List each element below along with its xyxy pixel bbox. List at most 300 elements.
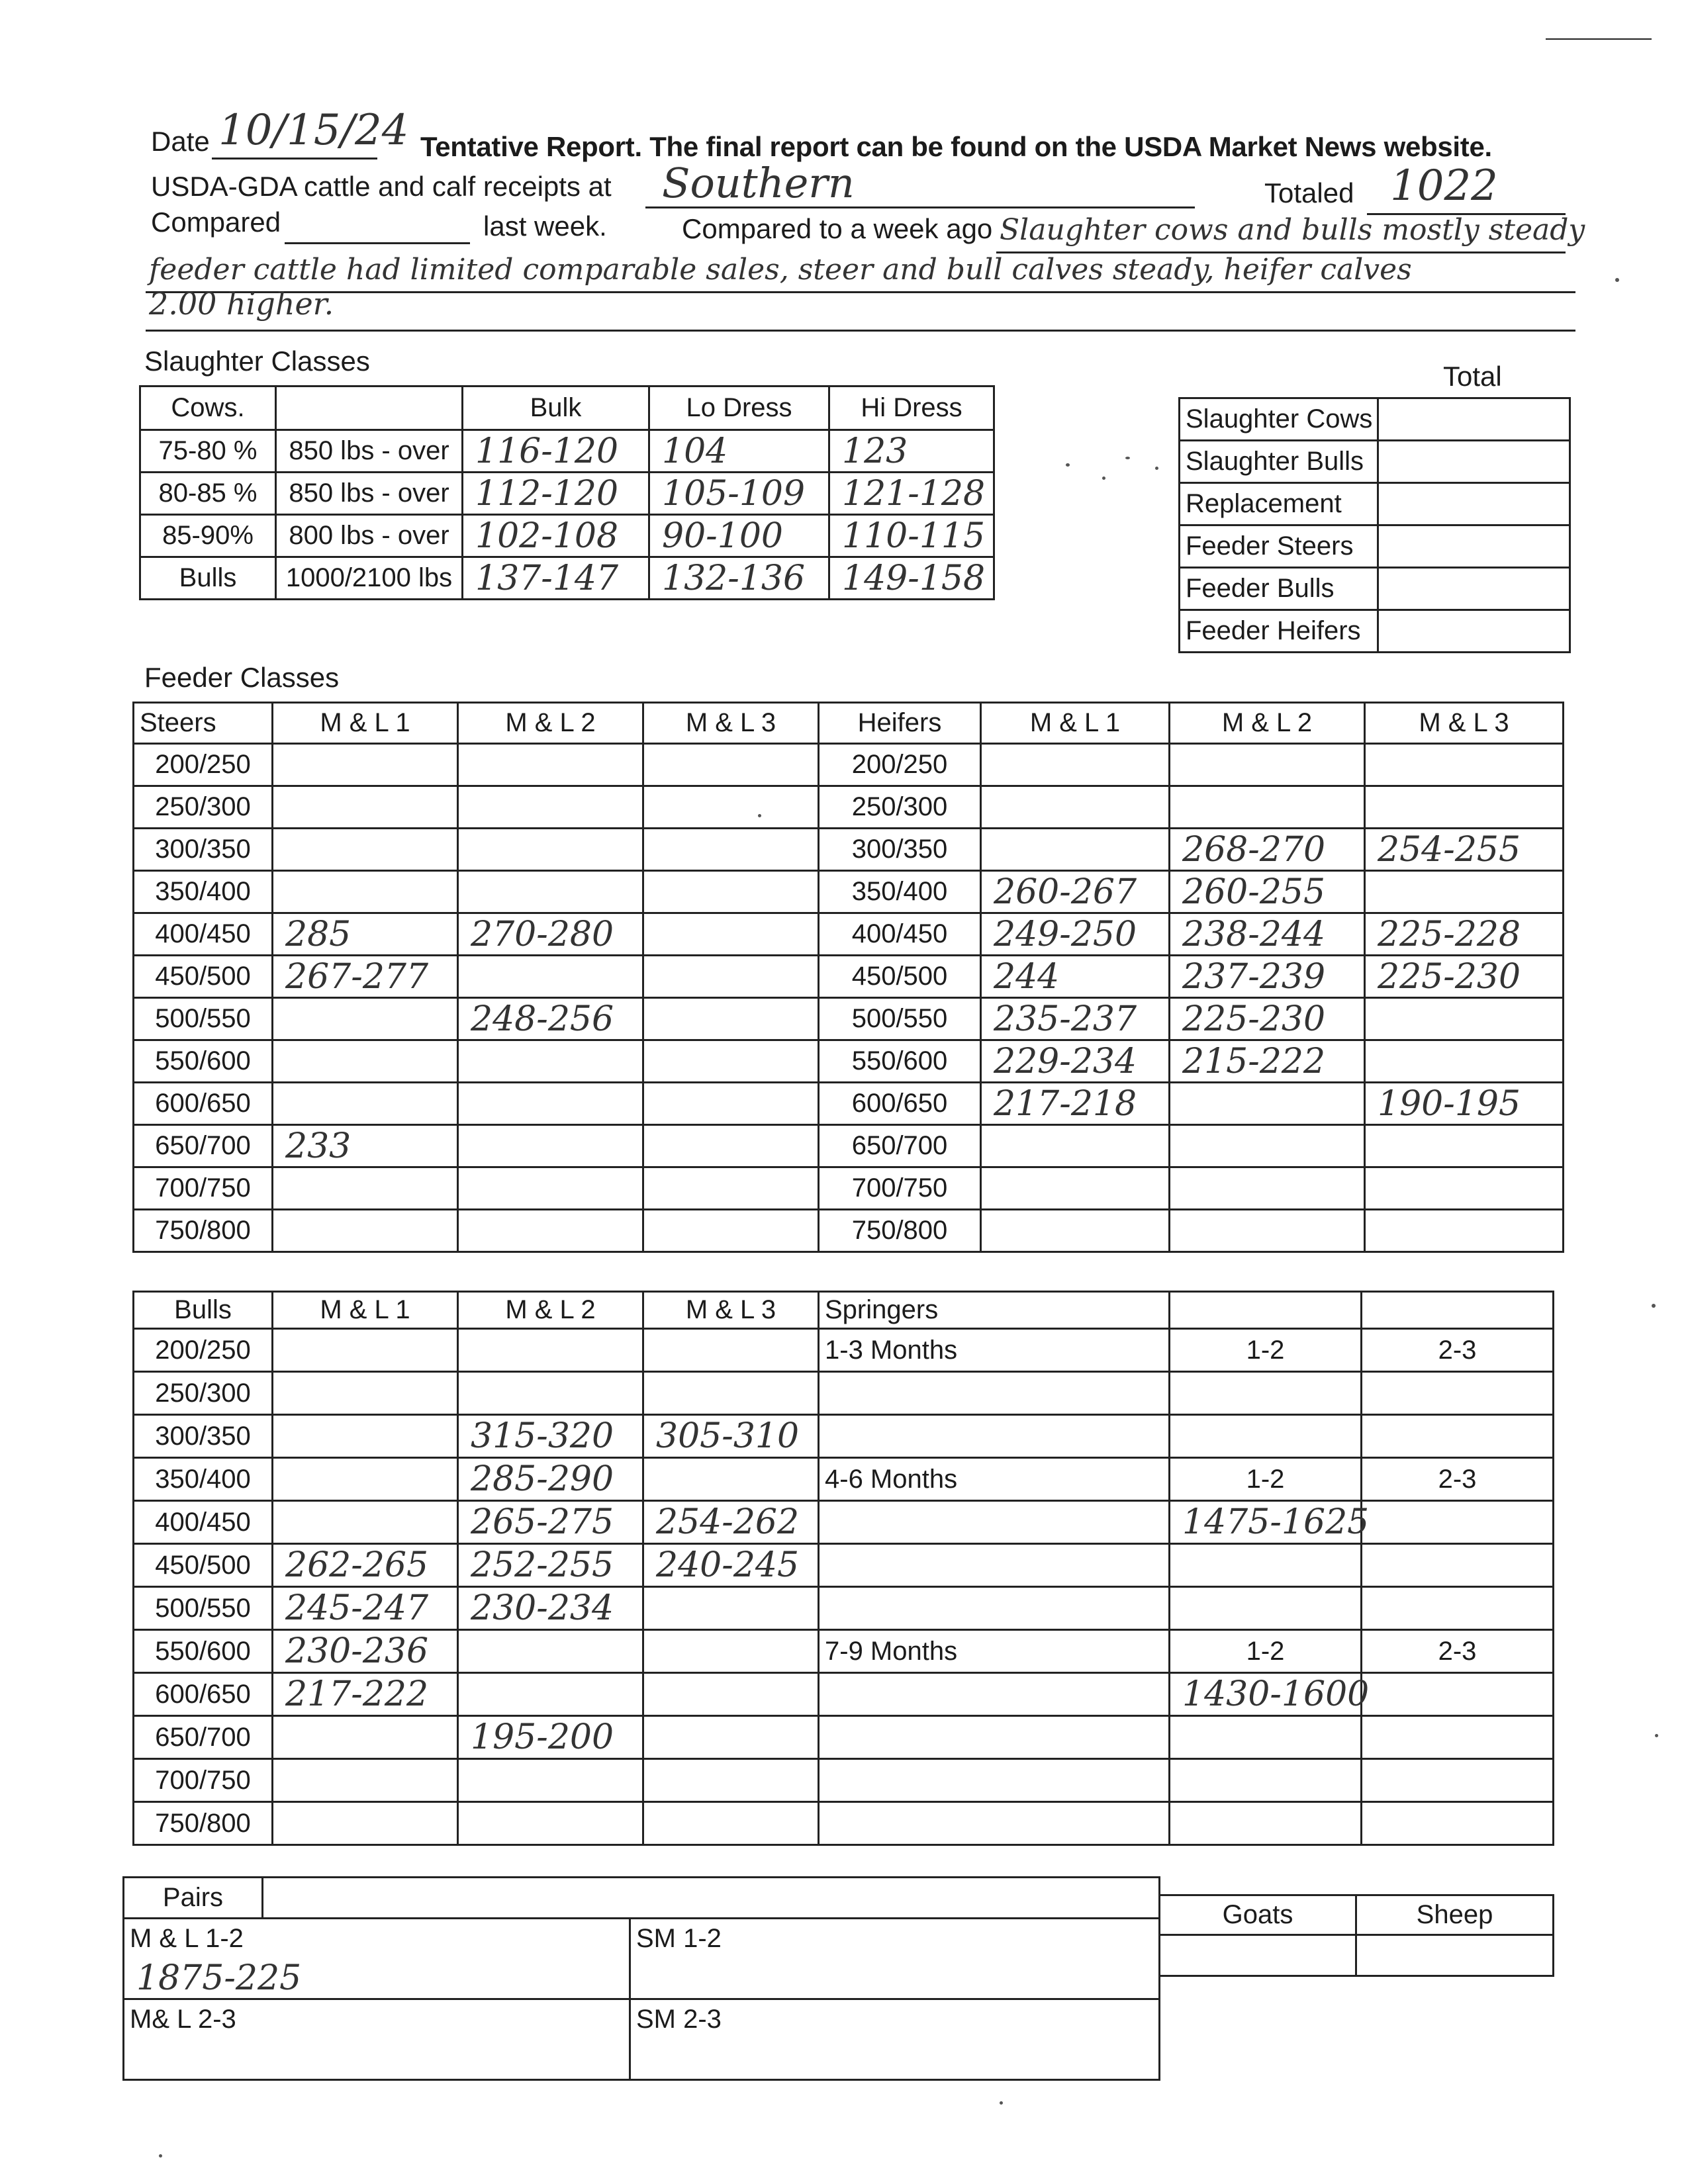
steer-ml3-price[interactable] — [643, 871, 819, 913]
heifer-weight: 300/350 — [819, 829, 981, 871]
heifers-grade-2-header: M & L 2 — [1170, 703, 1365, 744]
heifer-ml1-price[interactable]: 249-250 — [981, 913, 1170, 956]
heifer-ml3-price[interactable] — [1365, 1040, 1564, 1083]
table-row — [134, 1716, 1554, 1759]
bulls-grade-1-header: M & L 1 — [273, 1292, 458, 1329]
heifer-ml2-price[interactable]: 215-222 — [1170, 1040, 1365, 1083]
bull-ml1-price[interactable] — [273, 1415, 458, 1458]
heifer-ml2-price[interactable]: 260-255 — [1170, 871, 1365, 913]
bulls-springers-table — [132, 1291, 1554, 1846]
bull-ml3-price[interactable] — [643, 1673, 819, 1716]
steer-ml1-price[interactable]: 267-277 — [273, 956, 458, 998]
springer-1-2-price[interactable]: 1430-1600 — [1170, 1673, 1362, 1716]
heifer-ml2-price[interactable] — [1170, 1167, 1365, 1210]
weight-range: 1000/2100 lbs — [276, 557, 463, 600]
total-value[interactable] — [1378, 398, 1570, 441]
table-row — [124, 1958, 1160, 1999]
scan-speck — [1655, 1734, 1658, 1737]
heifer-weight: 400/450 — [819, 913, 981, 956]
steer-ml3-price[interactable] — [643, 1167, 819, 1210]
corner-mark — [1546, 38, 1652, 40]
bull-ml3-price[interactable] — [643, 1759, 819, 1802]
steer-ml3-price[interactable] — [643, 1210, 819, 1252]
bulls-header: Bulls — [134, 1292, 273, 1329]
heifer-ml1-price[interactable] — [981, 744, 1170, 786]
heifer-weight: 250/300 — [819, 786, 981, 829]
springer-blank — [819, 1716, 1170, 1759]
lo-dress-price[interactable]: 105-109 — [649, 473, 829, 515]
table-row — [1160, 1935, 1554, 1976]
steer-ml1-price[interactable] — [273, 1210, 458, 1252]
bull-weight: 300/350 — [134, 1415, 273, 1458]
table-row — [134, 1210, 1564, 1252]
scan-speck — [1000, 2101, 1003, 2105]
bulk-price[interactable]: 112-120 — [463, 473, 649, 515]
total-value[interactable] — [1378, 525, 1570, 568]
springer-age-label: 1-3 Months — [819, 1329, 1170, 1372]
bull-ml1-price[interactable] — [273, 1458, 458, 1501]
springer-blank — [1362, 1759, 1554, 1802]
table-row — [134, 1458, 1554, 1501]
bull-ml3-price[interactable] — [643, 1630, 819, 1673]
steer-weight: 350/400 — [134, 871, 273, 913]
steer-ml2-price[interactable]: 270-280 — [458, 913, 643, 956]
market-name[interactable]: Southern — [662, 159, 855, 207]
bull-ml1-price[interactable]: 230-236 — [273, 1630, 458, 1673]
bull-ml3-price[interactable] — [643, 1329, 819, 1372]
bull-ml1-price[interactable] — [273, 1716, 458, 1759]
table-row — [140, 515, 994, 557]
bulk-price[interactable]: 102-108 — [463, 515, 649, 557]
pairs-header-spacer — [263, 1878, 1160, 1919]
steer-weight: 200/250 — [134, 744, 273, 786]
table-row — [124, 1999, 1160, 2039]
total-value[interactable] — [1378, 483, 1570, 525]
row-label: 80-85 % — [140, 473, 276, 515]
compared-label: Compared — [151, 206, 281, 238]
heifer-ml3-price[interactable] — [1365, 1125, 1564, 1167]
springer-blank — [1170, 1802, 1362, 1845]
total-label: Feeder Heifers — [1180, 610, 1378, 653]
springer-blank — [1170, 1587, 1362, 1630]
bull-ml2-price[interactable] — [458, 1372, 643, 1415]
scan-speck — [1125, 457, 1130, 459]
springer-2-3-price[interactable] — [1362, 1372, 1554, 1415]
table-row — [134, 1501, 1554, 1544]
heifer-ml3-price[interactable] — [1365, 871, 1564, 913]
table-row — [124, 1919, 1160, 1958]
table-row — [140, 430, 994, 473]
heifer-ml2-price[interactable] — [1170, 744, 1365, 786]
heifer-ml3-price[interactable]: 190-195 — [1365, 1083, 1564, 1125]
heifer-ml1-price[interactable] — [981, 1210, 1170, 1252]
table-row — [140, 473, 994, 515]
steer-ml1-price[interactable] — [273, 744, 458, 786]
steer-weight: 500/550 — [134, 998, 273, 1040]
steer-ml2-price[interactable] — [458, 829, 643, 871]
bull-ml2-price[interactable]: 265-275 — [458, 1501, 643, 1544]
total-label: Slaughter Cows — [1180, 398, 1378, 441]
table-row — [1180, 568, 1570, 610]
steer-weight: 750/800 — [134, 1210, 273, 1252]
scan-speck — [1066, 463, 1070, 467]
table-row — [134, 1125, 1564, 1167]
bull-weight: 650/700 — [134, 1716, 273, 1759]
bulls-grade-2-header: M & L 2 — [458, 1292, 643, 1329]
table-row — [134, 1802, 1554, 1845]
hi-dress-price[interactable]: 110-115 — [829, 515, 994, 557]
bull-ml1-price[interactable] — [273, 1372, 458, 1415]
steer-ml1-price[interactable] — [273, 829, 458, 871]
bull-ml1-price[interactable]: 245-247 — [273, 1587, 458, 1630]
heifer-ml3-price[interactable] — [1365, 998, 1564, 1040]
steer-weight: 450/500 — [134, 956, 273, 998]
bull-ml2-price[interactable]: 195-200 — [458, 1716, 643, 1759]
steer-ml3-price[interactable] — [643, 744, 819, 786]
slaughter-table — [139, 385, 995, 600]
springer-age-label: 4-6 Months — [819, 1458, 1170, 1501]
table-row — [134, 1587, 1554, 1630]
comments-line-2[interactable]: feeder cattle had limited comparable sales, steer and bull calves steady, heifer calves — [149, 253, 1412, 287]
pairs-header: Pairs — [124, 1878, 263, 1919]
market-underline — [645, 206, 1195, 208]
steer-ml2-price[interactable] — [458, 1083, 643, 1125]
springer-blank — [819, 1802, 1170, 1845]
heifer-weight: 700/750 — [819, 1167, 981, 1210]
totals-table — [1178, 397, 1571, 653]
table-row — [134, 998, 1564, 1040]
table-row — [1180, 398, 1570, 441]
bulk-price[interactable]: 137-147 — [463, 557, 649, 600]
bull-ml3-price[interactable]: 305-310 — [643, 1415, 819, 1458]
pairs-ml23-price[interactable] — [124, 2039, 630, 2080]
heifer-ml3-price[interactable]: 254-255 — [1365, 829, 1564, 871]
tentative-note: Tentative Report. The final report can be found on the USDA Market News website. — [420, 131, 1492, 162]
pairs-sm23-price[interactable] — [630, 2039, 1160, 2080]
bull-ml3-price[interactable] — [643, 1716, 819, 1759]
pairs-ml23-label: M& L 2-3 — [124, 1999, 630, 2039]
steer-weight: 250/300 — [134, 786, 273, 829]
springer-blank — [1362, 1544, 1554, 1587]
springer-blank — [819, 1759, 1170, 1802]
springer-1-2-price[interactable] — [1170, 1372, 1362, 1415]
bull-ml2-price[interactable] — [458, 1802, 643, 1845]
heifer-ml1-price[interactable] — [981, 1167, 1170, 1210]
lo-dress-price[interactable]: 132-136 — [649, 557, 829, 600]
heifer-ml1-price[interactable] — [981, 786, 1170, 829]
heifer-ml2-price[interactable] — [1170, 1210, 1365, 1252]
pairs-sm12-label: SM 1-2 — [630, 1919, 1160, 1958]
comments-line-3[interactable]: 2.00 higher. — [149, 286, 334, 322]
steer-ml3-price[interactable] — [643, 956, 819, 998]
bull-ml2-price[interactable] — [458, 1329, 643, 1372]
springer-2-3-price[interactable] — [1362, 1673, 1554, 1716]
bull-weight: 400/450 — [134, 1501, 273, 1544]
bull-weight: 750/800 — [134, 1802, 273, 1845]
heifer-ml1-price[interactable]: 217-218 — [981, 1083, 1170, 1125]
table-row — [1180, 483, 1570, 525]
steer-ml2-price[interactable]: 248-256 — [458, 998, 643, 1040]
table-row — [134, 829, 1564, 871]
heifer-ml1-price[interactable]: 229-234 — [981, 1040, 1170, 1083]
total-label: Slaughter Bulls — [1180, 441, 1378, 483]
weight-range: 850 lbs - over — [276, 430, 463, 473]
table-row — [134, 1630, 1554, 1673]
heifer-ml3-price[interactable] — [1365, 1167, 1564, 1210]
heifer-ml2-price[interactable] — [1170, 1083, 1365, 1125]
bulls-grade-3-header: M & L 3 — [643, 1292, 819, 1329]
table-row — [124, 2039, 1160, 2080]
springer-2-3-price[interactable] — [1362, 1501, 1554, 1544]
hi-dress-price[interactable]: 123 — [829, 430, 994, 473]
steer-weight: 550/600 — [134, 1040, 273, 1083]
heifer-ml2-price[interactable]: 268-270 — [1170, 829, 1365, 871]
heifer-ml3-price[interactable]: 225-230 — [1365, 956, 1564, 998]
springers-header: Springers — [819, 1292, 1170, 1329]
springer-blank — [1362, 1716, 1554, 1759]
steer-ml2-price[interactable] — [458, 786, 643, 829]
weight-range: 850 lbs - over — [276, 473, 463, 515]
bull-ml2-price[interactable]: 285-290 — [458, 1458, 643, 1501]
total-label: Feeder Steers — [1180, 525, 1378, 568]
heifer-ml1-price[interactable]: 235-237 — [981, 998, 1170, 1040]
pairs-ml12-price[interactable]: 1875-225 — [124, 1958, 630, 1999]
steer-ml2-price[interactable] — [458, 1167, 643, 1210]
table-row — [1180, 525, 1570, 568]
bull-ml3-price[interactable] — [643, 1587, 819, 1630]
comments-line-1[interactable]: Slaughter cows and bulls mostly steady — [1000, 213, 1585, 247]
pairs-sm12-price[interactable] — [630, 1958, 1160, 1999]
col-header-lo-dress: Lo Dress — [649, 387, 829, 430]
steer-weight: 650/700 — [134, 1125, 273, 1167]
bull-ml2-price[interactable] — [458, 1759, 643, 1802]
heifer-weight: 500/550 — [819, 998, 981, 1040]
steer-ml1-price[interactable] — [273, 1167, 458, 1210]
springer-grade-1: 1-2 — [1170, 1458, 1362, 1501]
goats-sheep-table — [1158, 1894, 1554, 1977]
bull-weight: 500/550 — [134, 1587, 273, 1630]
total-label: Replacement — [1180, 483, 1378, 525]
scan-speck — [1102, 477, 1105, 480]
bull-ml1-price[interactable] — [273, 1329, 458, 1372]
springer-age-label: 7-9 Months — [819, 1630, 1170, 1673]
feeder-section-title: Feeder Classes — [144, 662, 340, 693]
scan-speck — [1652, 1304, 1656, 1308]
bull-weight: 450/500 — [134, 1544, 273, 1587]
heifer-ml2-price[interactable]: 238-244 — [1170, 913, 1365, 956]
steer-ml2-price[interactable] — [458, 744, 643, 786]
bull-ml3-price[interactable] — [643, 1458, 819, 1501]
springer-blank — [1362, 1802, 1554, 1845]
springer-blank — [1170, 1759, 1362, 1802]
bull-weight: 350/400 — [134, 1458, 273, 1501]
heifer-weight: 550/600 — [819, 1040, 981, 1083]
heifer-weight: 650/700 — [819, 1125, 981, 1167]
heifer-ml1-price[interactable] — [981, 829, 1170, 871]
heifer-ml1-price[interactable]: 244 — [981, 956, 1170, 998]
slaughter-section-title: Slaughter Classes — [144, 345, 370, 377]
table-row — [134, 871, 1564, 913]
sheep-header: Sheep — [1356, 1895, 1554, 1935]
table-row — [140, 557, 994, 600]
heifer-ml2-price[interactable]: 237-239 — [1170, 956, 1365, 998]
springer-1-2-price[interactable]: 1475-1625 — [1170, 1501, 1362, 1544]
scan-speck — [1155, 467, 1158, 470]
compared-ago-label: Compared to a week ago — [682, 213, 993, 244]
steer-ml3-price[interactable] — [643, 1040, 819, 1083]
steer-ml2-price[interactable] — [458, 871, 643, 913]
bull-ml2-price[interactable] — [458, 1673, 643, 1716]
total-value[interactable] — [1378, 610, 1570, 653]
heifer-ml1-price[interactable] — [981, 1125, 1170, 1167]
steer-ml1-price[interactable]: 285 — [273, 913, 458, 956]
steer-ml2-price[interactable] — [458, 1210, 643, 1252]
scan-speck — [159, 2154, 162, 2158]
bull-weight: 250/300 — [134, 1372, 273, 1415]
pairs-table — [122, 1876, 1160, 2081]
steer-ml3-price[interactable] — [643, 1083, 819, 1125]
heifer-ml3-price[interactable] — [1365, 1210, 1564, 1252]
springer-blank — [819, 1501, 1170, 1544]
heifer-weight: 450/500 — [819, 956, 981, 998]
heifer-weight: 200/250 — [819, 744, 981, 786]
scan-speck — [1615, 278, 1619, 282]
bull-ml1-price[interactable] — [273, 1802, 458, 1845]
feeder-table — [132, 702, 1564, 1253]
bull-ml2-price[interactable]: 315-320 — [458, 1415, 643, 1458]
table-row — [134, 1544, 1554, 1587]
steer-weight: 600/650 — [134, 1083, 273, 1125]
table-row — [134, 1673, 1554, 1716]
table-row — [134, 1415, 1554, 1458]
totals-title: Total — [1443, 361, 1502, 392]
pairs-sm23-label: SM 2-3 — [630, 1999, 1160, 2039]
springer-grade-2: 2-3 — [1362, 1329, 1554, 1372]
bull-ml3-price[interactable]: 254-262 — [643, 1501, 819, 1544]
steer-ml1-price[interactable]: 233 — [273, 1125, 458, 1167]
col-header-bulk: Bulk — [463, 387, 649, 430]
hi-dress-price[interactable]: 149-158 — [829, 557, 994, 600]
bull-ml3-price[interactable] — [643, 1802, 819, 1845]
steers-grade-2-header: M & L 2 — [458, 703, 643, 744]
col-header-weight — [276, 387, 463, 430]
heifer-ml3-price[interactable] — [1365, 744, 1564, 786]
steer-ml1-price[interactable] — [273, 786, 458, 829]
springer-blank — [819, 1587, 1170, 1630]
heifers-grade-3-header: M & L 3 — [1365, 703, 1564, 744]
bull-ml2-price[interactable] — [458, 1630, 643, 1673]
sheep-value[interactable] — [1356, 1935, 1554, 1976]
springer-blank — [1362, 1415, 1554, 1458]
comments-underline-2 — [146, 291, 1575, 293]
steer-ml2-price[interactable] — [458, 1125, 643, 1167]
heifer-ml2-price[interactable] — [1170, 1125, 1365, 1167]
steer-ml1-price[interactable] — [273, 1083, 458, 1125]
steer-ml1-price[interactable] — [273, 871, 458, 913]
col-header-cows: Cows. — [140, 387, 276, 430]
springer-blank — [819, 1372, 1170, 1415]
table-row — [134, 1329, 1554, 1372]
date-label: Date — [151, 126, 210, 157]
springer-blank — [819, 1544, 1170, 1587]
springer-blank — [1170, 1415, 1362, 1458]
springer-grade-2: 2-3 — [1362, 1630, 1554, 1673]
col-header-hi-dress: Hi Dress — [829, 387, 994, 430]
lo-dress-price[interactable]: 104 — [649, 430, 829, 473]
table-row — [134, 1167, 1564, 1210]
springers-header-spacer — [1170, 1292, 1362, 1329]
lo-dress-price[interactable]: 90-100 — [649, 515, 829, 557]
steers-grade-3-header: M & L 3 — [643, 703, 819, 744]
springer-blank — [1170, 1716, 1362, 1759]
table-row — [134, 956, 1564, 998]
heifer-ml3-price[interactable]: 225-228 — [1365, 913, 1564, 956]
heifers-header: Heifers — [819, 703, 981, 744]
springer-blank — [1170, 1544, 1362, 1587]
heifer-ml1-price[interactable]: 260-267 — [981, 871, 1170, 913]
steer-ml1-price[interactable] — [273, 1040, 458, 1083]
total-value[interactable] — [1378, 568, 1570, 610]
table-row — [1180, 441, 1570, 483]
row-label: 85-90% — [140, 515, 276, 557]
bull-ml2-price[interactable]: 230-234 — [458, 1587, 643, 1630]
bulk-price[interactable]: 116-120 — [463, 430, 649, 473]
bull-ml1-price[interactable] — [273, 1501, 458, 1544]
bull-ml3-price[interactable]: 240-245 — [643, 1544, 819, 1587]
table-row — [134, 744, 1564, 786]
table-row — [134, 1040, 1564, 1083]
springer-blank — [819, 1415, 1170, 1458]
goats-value[interactable] — [1160, 1935, 1356, 1976]
steers-grade-1-header: M & L 1 — [273, 703, 458, 744]
steer-ml3-price[interactable] — [643, 998, 819, 1040]
steer-ml2-price[interactable] — [458, 956, 643, 998]
bull-ml1-price[interactable]: 262-265 — [273, 1544, 458, 1587]
date-underline — [212, 158, 377, 159]
row-label: Bulls — [140, 557, 276, 600]
bull-ml1-price[interactable]: 217-222 — [273, 1673, 458, 1716]
table-row — [134, 1372, 1554, 1415]
steer-ml3-price[interactable] — [643, 913, 819, 956]
date-value[interactable]: 10/15/24 — [218, 106, 409, 155]
springer-blank — [819, 1673, 1170, 1716]
steer-weight: 700/750 — [134, 1167, 273, 1210]
springer-grade-1: 1-2 — [1170, 1329, 1362, 1372]
bull-weight: 700/750 — [134, 1759, 273, 1802]
bull-ml3-price[interactable] — [643, 1372, 819, 1415]
total-label: Feeder Bulls — [1180, 568, 1378, 610]
steer-ml3-price[interactable] — [643, 1125, 819, 1167]
steer-ml1-price[interactable] — [273, 998, 458, 1040]
heifer-ml2-price[interactable]: 225-230 — [1170, 998, 1365, 1040]
heifer-ml3-price[interactable] — [1365, 786, 1564, 829]
steer-ml3-price[interactable] — [643, 829, 819, 871]
totaled-label: Totaled — [1264, 177, 1354, 208]
compared-blank[interactable] — [285, 242, 470, 244]
bull-ml1-price[interactable] — [273, 1759, 458, 1802]
table-row — [134, 1759, 1554, 1802]
bull-ml2-price[interactable]: 252-255 — [458, 1544, 643, 1587]
heifer-ml2-price[interactable] — [1170, 786, 1365, 829]
steer-ml2-price[interactable] — [458, 1040, 643, 1083]
steer-ml3-price[interactable] — [643, 786, 819, 829]
springer-grade-1: 1-2 — [1170, 1630, 1362, 1673]
hi-dress-price[interactable]: 121-128 — [829, 473, 994, 515]
totaled-value[interactable]: 1022 — [1390, 161, 1498, 210]
goats-header: Goats — [1160, 1895, 1356, 1935]
heifer-weight: 600/650 — [819, 1083, 981, 1125]
total-value[interactable] — [1378, 441, 1570, 483]
